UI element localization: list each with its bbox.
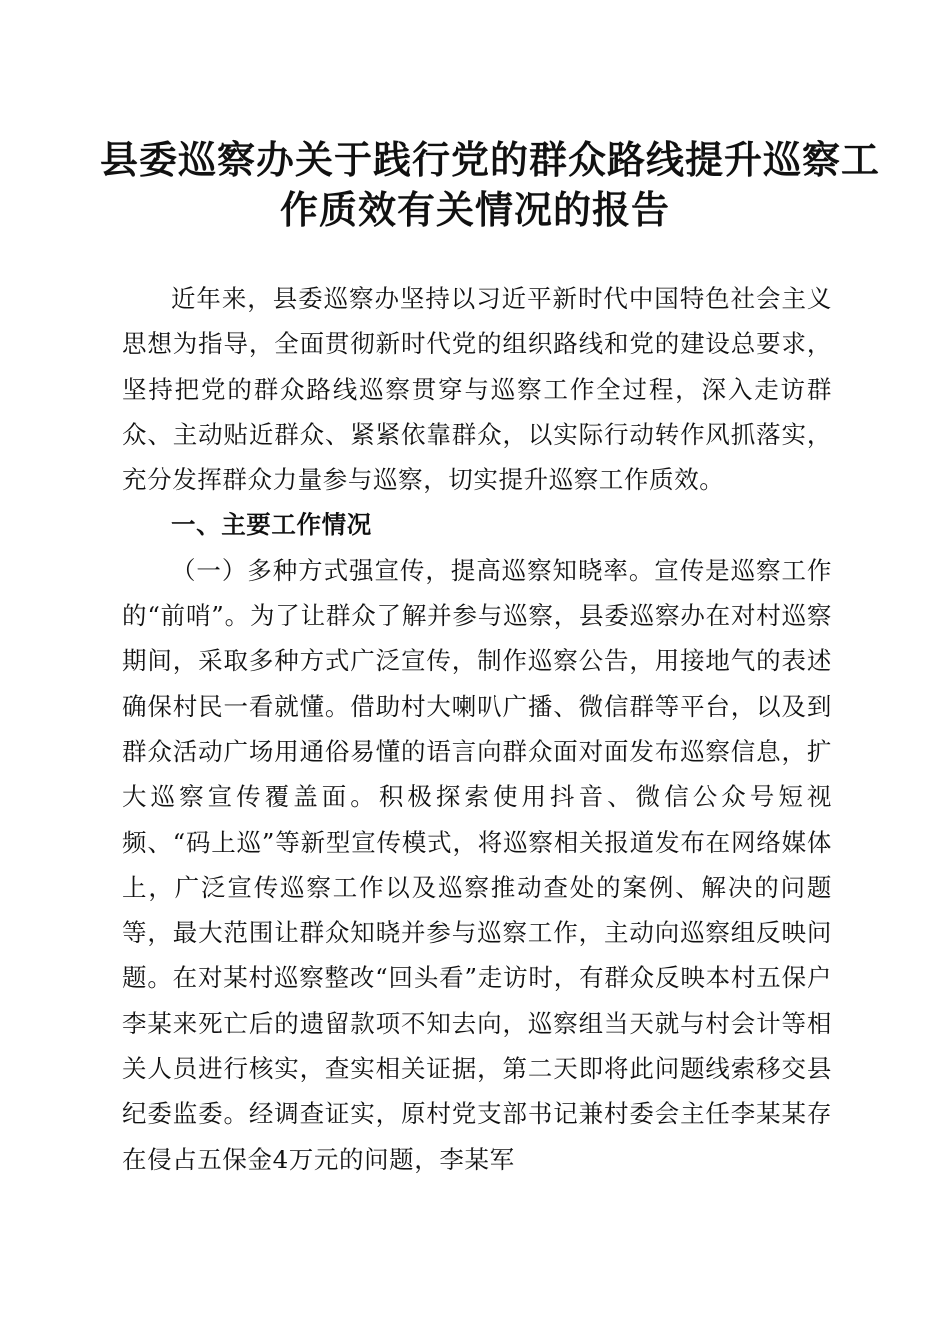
document-title-line-2: 作质效有关情况的报告 (279, 187, 670, 232)
document-body (122, 276, 832, 1182)
section-heading: 一、主要工作情况 (171, 510, 372, 540)
intro-paragraph: 近年来，县委巡察办坚持以习近平新时代中国特色社会主义思想为指导，全面贯彻新时代党的组织路线和党的建设总要求，坚持把党的群众路线巡察贯穿与巡察工作全过程，深入走访群众、主动贴近群众、紧紧依靠群众，以实际行动转作风抓落实，充分发挥群众力量参与巡察，切实提升巡察工作质效。 (122, 284, 832, 495)
section-paragraph: （一）多种方式强宣传，提高巡察知晓率。宣传是巡察工作的“前哨”。为了让群众了解并参与巡察，县委巡察办在对村巡察期间，采取多种方式广泛宣传，制作巡察公告，用接地气的表述确保村民一看就懂。借助村大喇叭广播、微信群等平台，以及到群众活动广场用通俗易懂的语言向群众面对面发布巡察信息，扩大巡察宣传覆盖面。积极探索使用抖音、微信公众号短视频、“码上巡”等新型宣传模式，将巡察相关报道发布在网络媒体上，广泛宣传巡察工作以及巡察推动查处的案例、解决的问题等，最大范围让群众知晓并参与巡察工作，主动向巡察组反映问题。在对某村巡察整改“回头看”走访时，有群众反映本村五保户李某来死亡后的遗留款项不知去向，巡察组当天就与村会计等相关人员进行核实，查实相关证据，第二天即将此问题线索移交县纪委监委。经调查证实，原村党支部书记兼村委会主任李某某存在侵占五保金4万元的问题，李某军 (122, 555, 832, 1174)
document-title-line-1: 县委巡察办关于践行党的群众路线提升巡察工 (100, 137, 881, 182)
